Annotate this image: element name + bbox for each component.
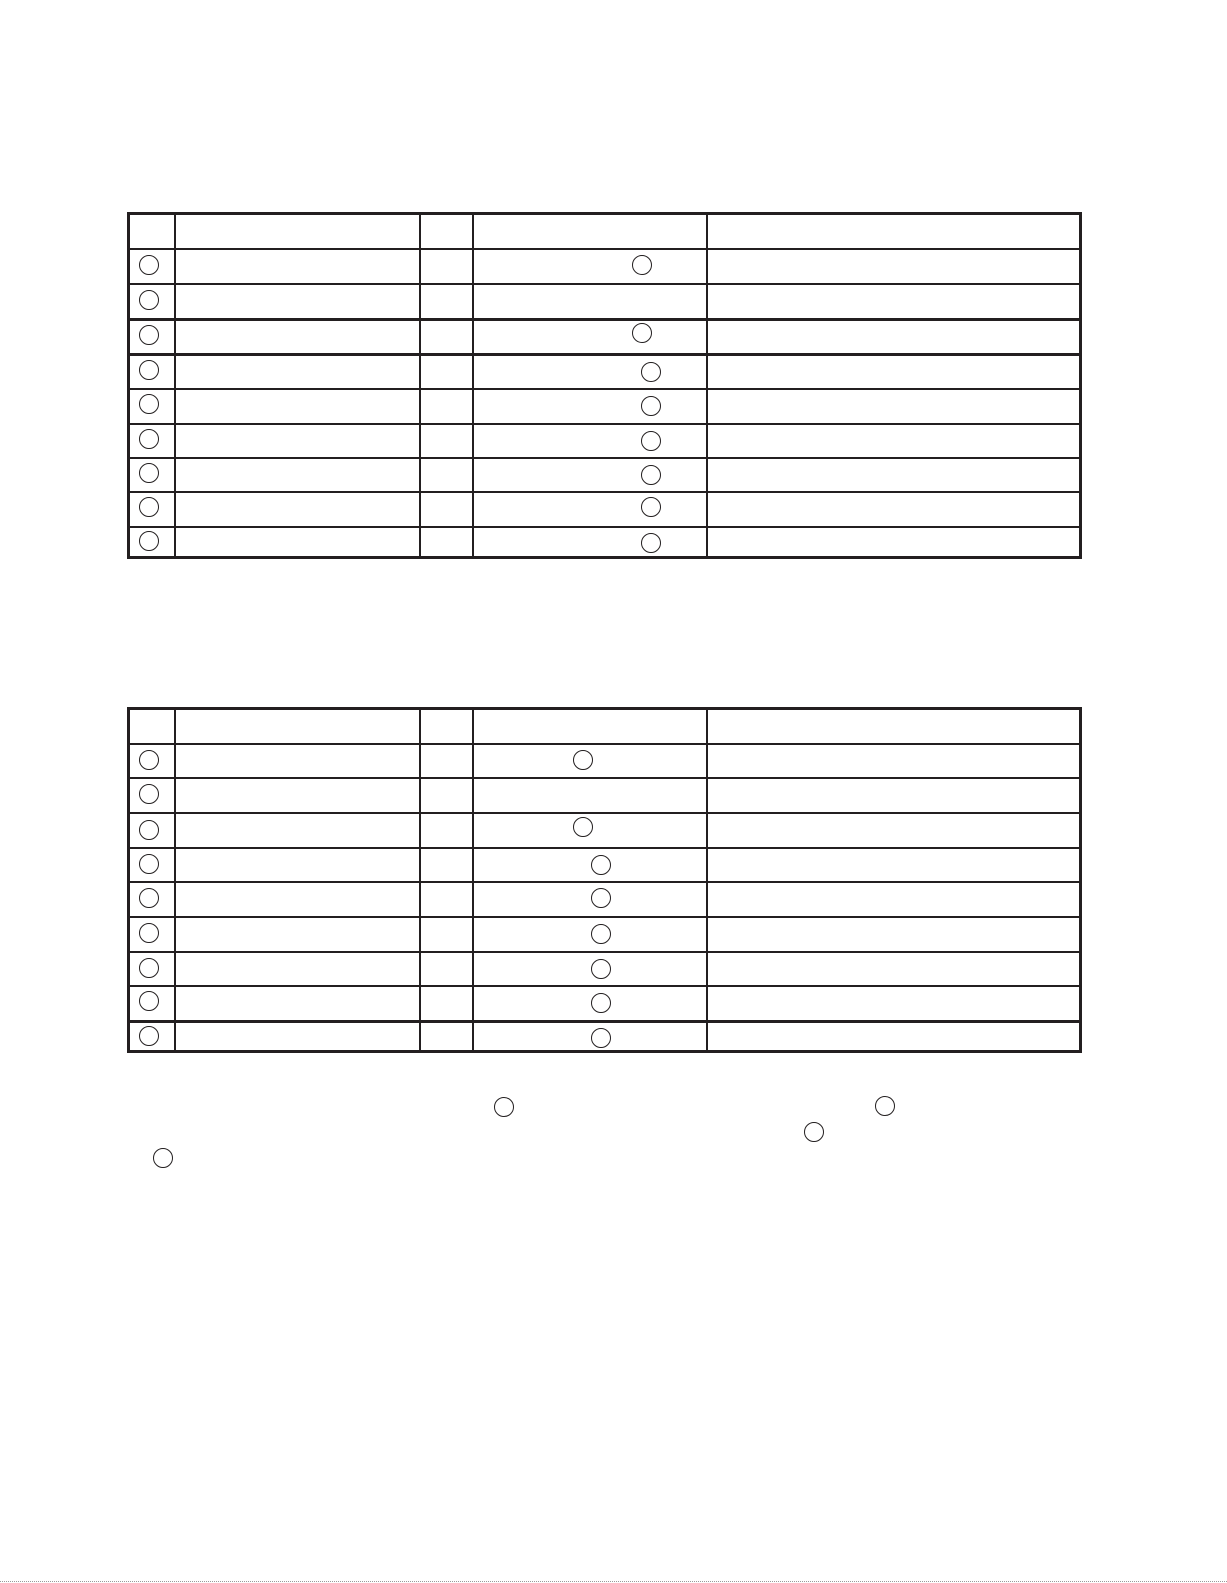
circle-marker (641, 362, 661, 382)
circle-marker (139, 854, 159, 874)
table-row (130, 951, 1079, 985)
circle-marker (139, 360, 159, 380)
table-row (130, 743, 1079, 777)
circle-marker (139, 255, 159, 275)
circle-marker (804, 1122, 824, 1142)
circle-marker (494, 1097, 514, 1117)
circle-marker (139, 820, 159, 840)
circle-marker (641, 533, 661, 553)
table-row (130, 388, 1079, 423)
circle-marker (632, 323, 652, 343)
circle-marker (591, 888, 611, 908)
circle-marker (591, 855, 611, 875)
circle-marker (139, 784, 159, 804)
circle-marker (139, 958, 159, 978)
circle-marker (591, 959, 611, 979)
table-row (130, 423, 1079, 457)
table-row (130, 457, 1079, 491)
circle-marker (573, 817, 593, 837)
table-2 (127, 707, 1082, 1053)
circle-marker (641, 497, 661, 517)
circle-marker (591, 924, 611, 944)
circle-marker (139, 531, 159, 551)
table-row (130, 491, 1079, 526)
circle-marker (591, 993, 611, 1013)
table-row (130, 353, 1079, 388)
circle-marker (139, 750, 159, 770)
table-row (130, 526, 1079, 559)
circle-marker (632, 255, 652, 275)
table-row (130, 847, 1079, 881)
table-row (130, 1020, 1079, 1053)
table-row (130, 283, 1079, 318)
circle-marker (139, 394, 159, 414)
table-header-row (130, 710, 1079, 743)
circle-marker (139, 888, 159, 908)
table-row (130, 812, 1079, 847)
circle-marker (573, 750, 593, 770)
circle-marker (139, 991, 159, 1011)
table-row (130, 248, 1079, 283)
table-row (130, 916, 1079, 951)
circle-marker (139, 463, 159, 483)
circle-marker (139, 325, 159, 345)
circle-marker (641, 396, 661, 416)
table-row (130, 881, 1079, 916)
circle-marker (591, 1028, 611, 1048)
circle-marker (153, 1148, 173, 1168)
table-row (130, 985, 1079, 1020)
circle-marker (641, 431, 661, 451)
table-row (130, 318, 1079, 353)
circle-marker (139, 923, 159, 943)
page-edge-rule (0, 1581, 1227, 1582)
circle-marker (139, 429, 159, 449)
circle-marker (139, 1026, 159, 1046)
circle-marker (875, 1096, 895, 1116)
circle-marker (641, 465, 661, 485)
footnote (140, 1090, 1100, 1180)
circle-marker (139, 290, 159, 310)
table-1 (127, 212, 1082, 559)
circle-marker (139, 497, 159, 517)
table-header-row (130, 215, 1079, 248)
table-row (130, 777, 1079, 812)
